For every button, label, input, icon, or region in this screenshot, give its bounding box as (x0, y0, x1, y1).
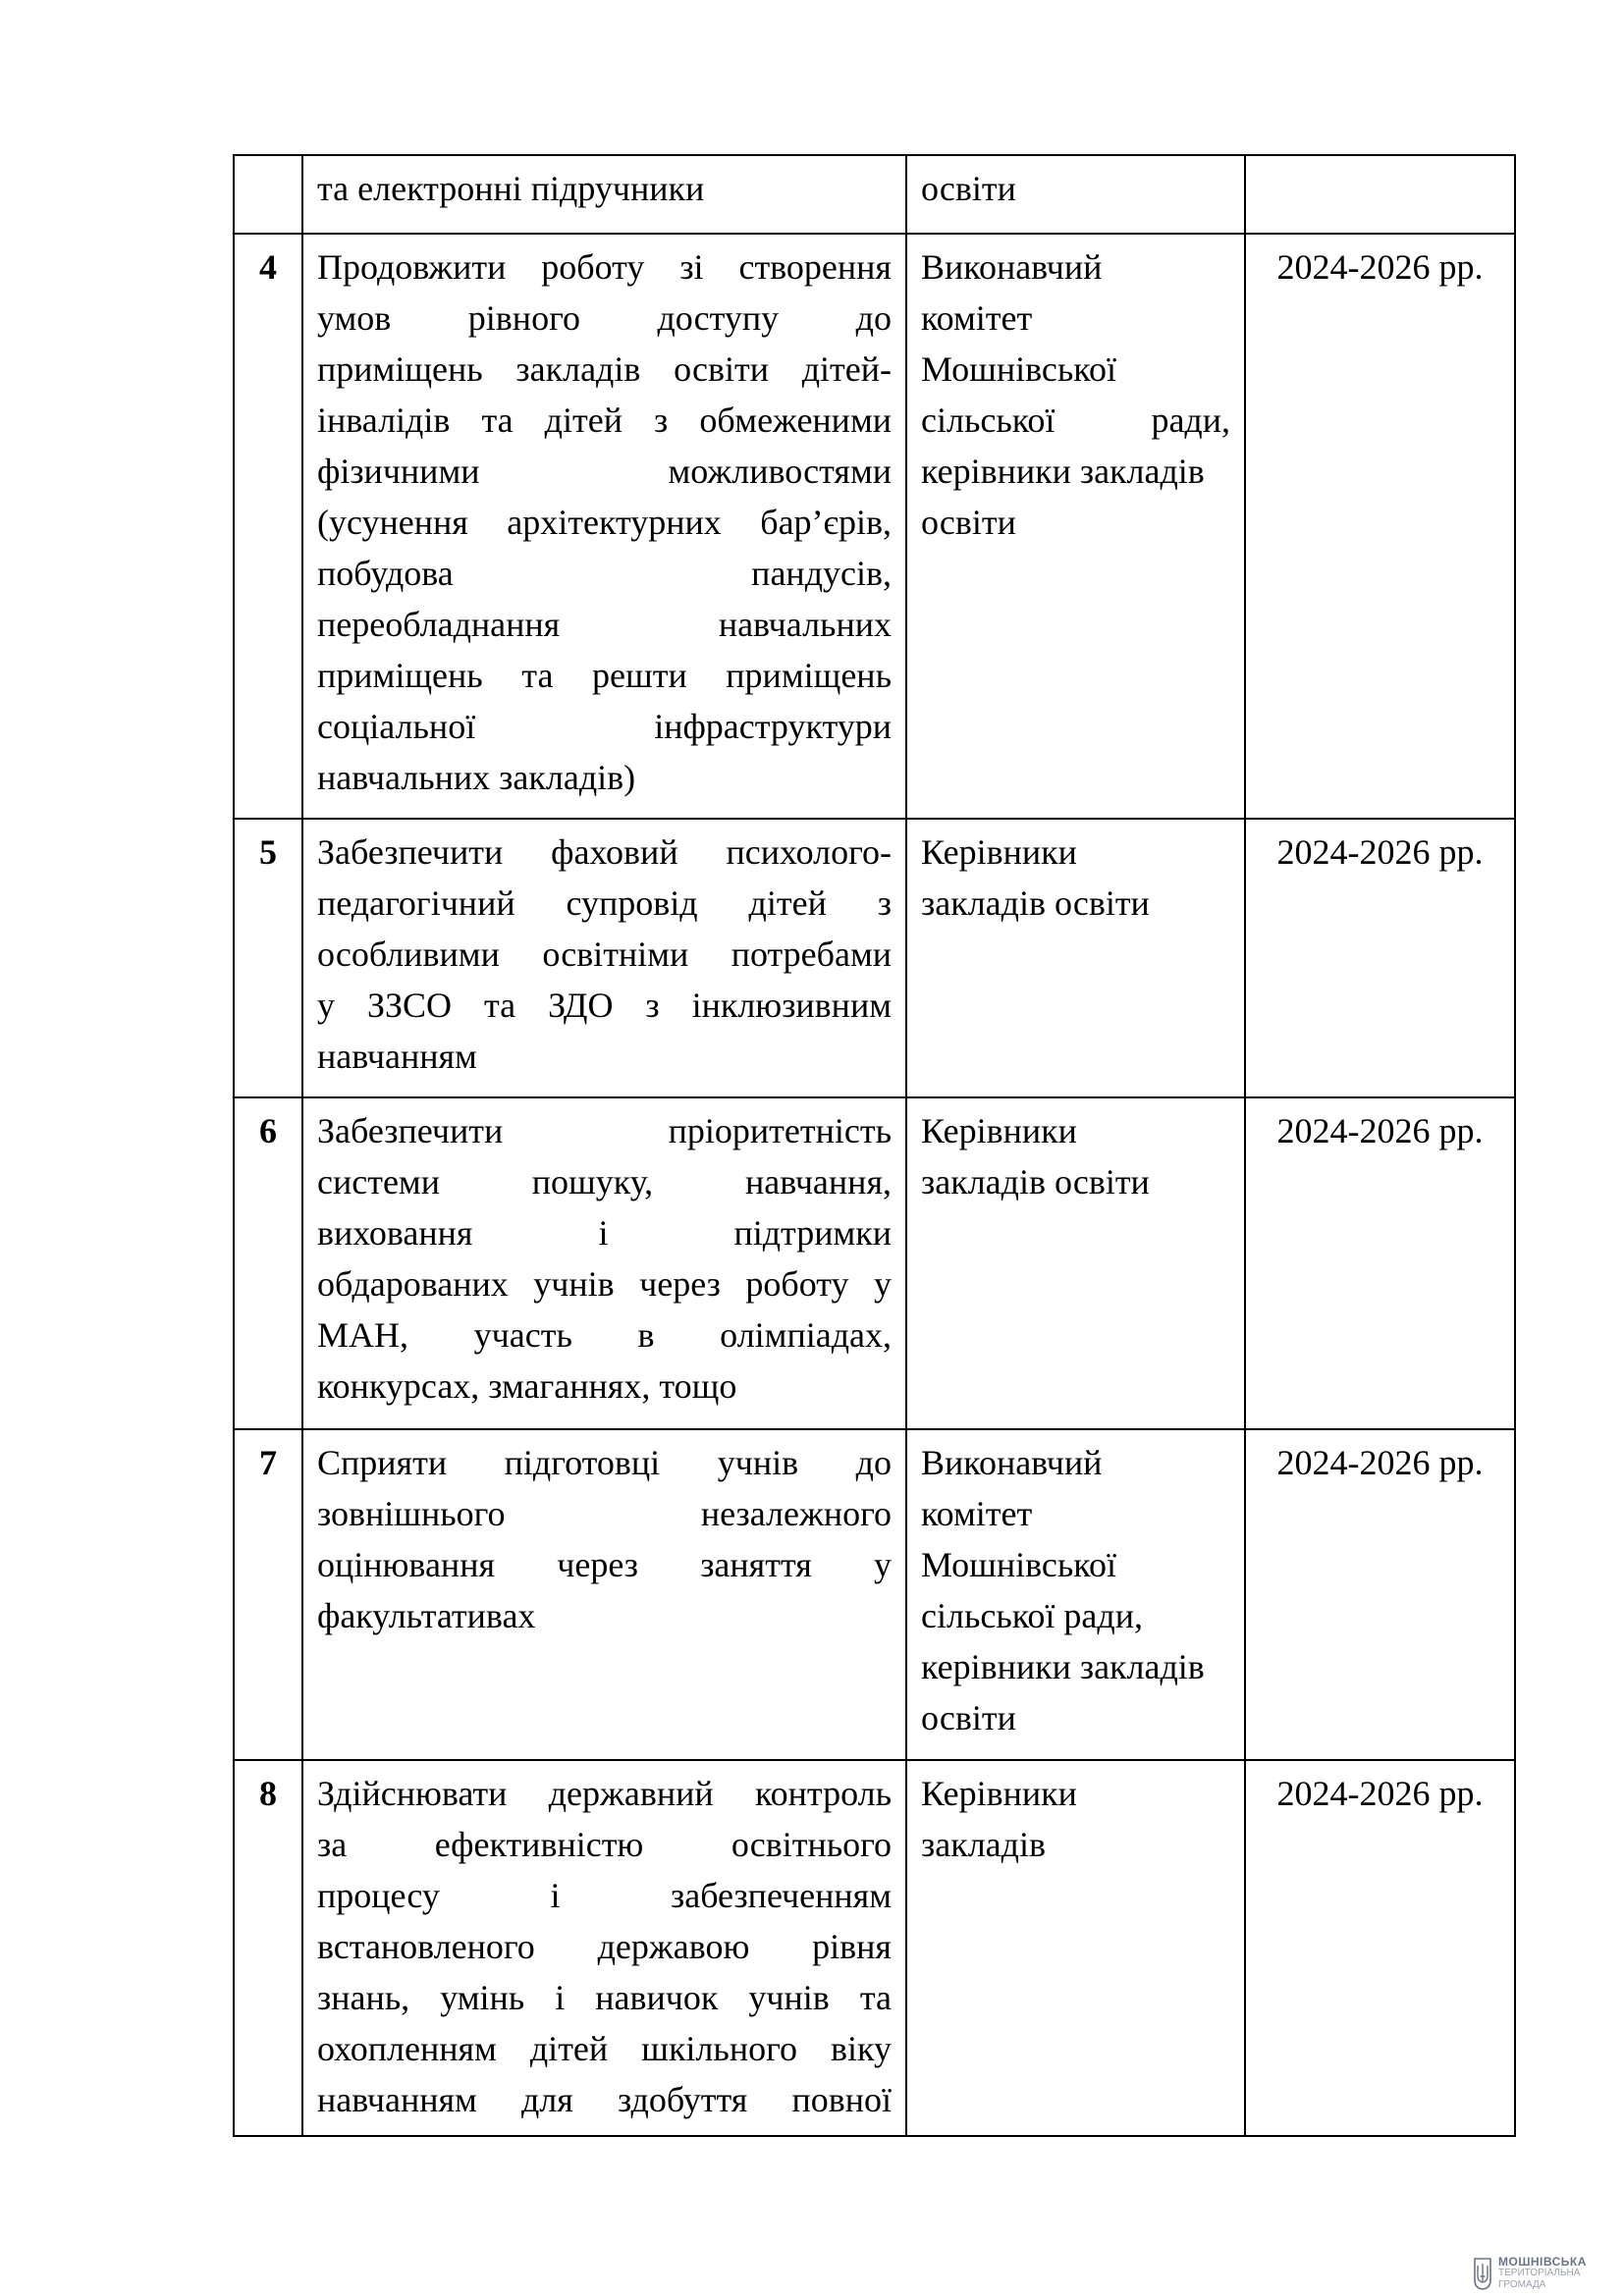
task-line: умов рівного доступу до (317, 298, 892, 338)
task-line: переобладнання навчальних (317, 605, 892, 644)
table-row (234, 234, 1515, 819)
row-number: 7 (234, 1429, 302, 1760)
task-line: навчанням для здобуття повної (317, 2080, 892, 2119)
task-cell (302, 1760, 906, 2136)
measures-table (233, 154, 1516, 2137)
term-cell: 2024-2026 рр. (1245, 1760, 1515, 2136)
task-line: Забезпечити фаховий психолого- (317, 832, 892, 872)
responsible-cell (906, 234, 1245, 819)
responsible-cell (906, 155, 1245, 234)
responsible-line: керівники закладів (921, 1647, 1205, 1686)
watermark-text (1498, 2256, 1587, 2291)
term-cell: 2024-2026 рр. (1245, 1097, 1515, 1429)
table-row (234, 1429, 1515, 1760)
responsible-line: Виконавчий (921, 247, 1103, 287)
task-line: навчальних закладів) (317, 758, 636, 797)
task-line: встановленого державою рівня (317, 1927, 892, 1966)
watermark-line: ГРОМАДА (1498, 2279, 1546, 2290)
responsible-line: керівники закладів (921, 452, 1205, 491)
task-line: особливими освітніми потребами (317, 934, 892, 974)
task-line: охопленням дітей шкільного віку (317, 2029, 892, 2068)
responsible-line: закладів освіти (921, 883, 1150, 923)
task-line: педагогічний супровід дітей з (317, 883, 892, 923)
responsible-line: Мошнівської (921, 1545, 1116, 1584)
term-cell: 2024-2026 рр. (1245, 234, 1515, 819)
responsible-line: закладів (921, 1825, 1046, 1864)
task-line: побудова пандусів, (317, 554, 892, 593)
task-line: факультативах (317, 1596, 536, 1635)
responsible-line: освіти (921, 503, 1016, 542)
term-cell: 2024-2026 рр. (1245, 1429, 1515, 1760)
responsible-line: Мошнівської (921, 349, 1116, 389)
task-cell (302, 234, 906, 819)
responsible-line: комітет (921, 298, 1033, 338)
task-line: Сприяти підготовці учнів до (317, 1443, 892, 1482)
table-row (234, 1760, 1515, 2136)
task-cell (302, 155, 906, 234)
table-row (234, 819, 1515, 1097)
table-row (234, 155, 1515, 234)
responsible-line: сільської ради, (921, 1596, 1143, 1635)
responsible-line: комітет (921, 1494, 1033, 1533)
task-line: Здійснювати державний контроль (317, 1774, 892, 1813)
trident-emblem-icon (1473, 2257, 1492, 2290)
task-line: фізичними можливостями (317, 452, 892, 491)
task-line: приміщень закладів освіти дітей- (317, 349, 892, 389)
watermark-line: МОШНІВСЬКА (1498, 2255, 1587, 2269)
task-line: за ефективністю освітнього (317, 1825, 892, 1864)
task-cell (302, 819, 906, 1097)
responsible-line: сільської ради, (921, 400, 1230, 440)
responsible-line: Керівники (921, 832, 1077, 872)
table-row (234, 1097, 1515, 1429)
term-cell (1245, 155, 1515, 234)
responsible-cell (906, 1429, 1245, 1760)
task-line: МАН, участь в олімпіадах, (317, 1315, 892, 1355)
task-line: обдарованих учнів через роботу у (317, 1264, 892, 1304)
responsible-line: Керівники (921, 1111, 1077, 1150)
task-line: оцінювання через заняття у (317, 1545, 892, 1584)
row-number: 6 (234, 1097, 302, 1429)
task-line: системи пошуку, навчання, (317, 1162, 892, 1201)
task-line: навчанням (317, 1037, 477, 1076)
task-line: інвалідів та дітей з обмеженими (317, 400, 892, 440)
task-line: конкурсах, змаганнях, тощо (317, 1366, 737, 1406)
responsible-line: Виконавчий (921, 1443, 1103, 1482)
responsible-line: освіти (921, 1698, 1016, 1737)
task-line: Забезпечити пріоритетність (317, 1111, 892, 1150)
responsible-line: освіти (921, 169, 1016, 208)
row-number: 4 (234, 234, 302, 819)
task-line: виховання і підтримки (317, 1213, 892, 1253)
row-number (234, 155, 302, 234)
row-number: 5 (234, 819, 302, 1097)
task-line: Продовжити роботу зі створення (317, 247, 892, 287)
watermark-line: ТЕРИТОРІАЛЬНА (1498, 2268, 1581, 2278)
task-line: приміщень та решти приміщень (317, 656, 892, 695)
task-line: та електронні підручники (317, 169, 705, 208)
task-line: у ЗЗСО та ЗДО з інклюзивним (317, 986, 892, 1025)
task-line: знань, умінь і навичок учнів та (317, 1978, 892, 2017)
responsible-line: закладів освіти (921, 1162, 1150, 1201)
responsible-line: Керівники (921, 1774, 1077, 1813)
responsible-cell (906, 1760, 1245, 2136)
task-line: процесу і забезпеченням (317, 1876, 892, 1915)
task-line: соціальної інфраструктури (317, 707, 892, 746)
row-number: 8 (234, 1760, 302, 2136)
task-cell (302, 1429, 906, 1760)
term-cell: 2024-2026 рр. (1245, 819, 1515, 1097)
task-line: (усунення архітектурних бар’єрів, (317, 503, 892, 542)
responsible-cell (906, 1097, 1245, 1429)
task-line: зовнішнього незалежного (317, 1494, 892, 1533)
responsible-cell (906, 819, 1245, 1097)
community-watermark (1473, 2254, 1620, 2293)
task-cell (302, 1097, 906, 1429)
